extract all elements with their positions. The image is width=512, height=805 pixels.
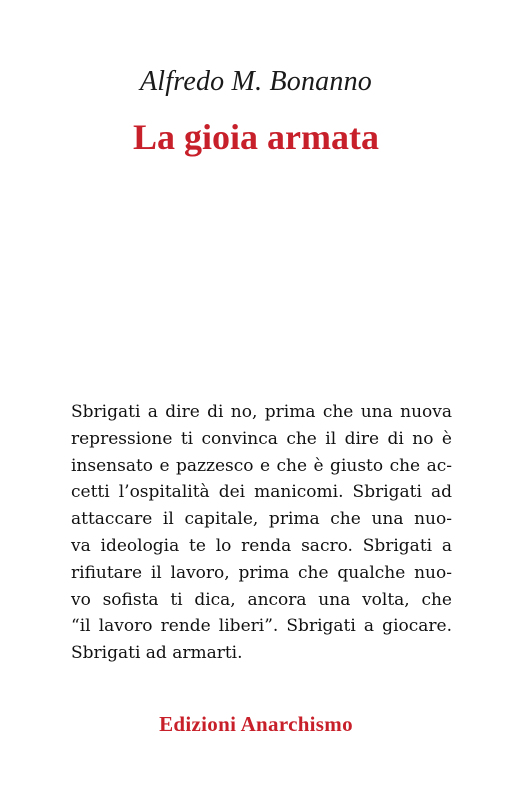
blurb-line: cetti l’ospitalità dei manicomi. Sbrigati ad — [71, 482, 452, 503]
author-name: Alfredo M. Bonanno — [140, 66, 372, 97]
back-cover-blurb — [71, 399, 452, 667]
book-title: La gioia armata — [133, 117, 379, 157]
blurb-line: insensato e pazzesco e che è giusto che ac- — [71, 455, 452, 476]
blurb-line: Sbrigati ad armarti. — [71, 643, 243, 664]
blurb-line: Sbrigati a dire di no, prima che una nuova — [71, 402, 452, 422]
blurb-line: repressione ti convinca che il dire di no è — [71, 428, 452, 449]
blurb-line: va ideologia te lo renda sacro. Sbrigati a — [71, 535, 452, 556]
publisher-name: Edizioni Anarchismo — [159, 712, 353, 736]
blurb-line: rifiutare il lavoro, prima che qualche nuo- — [71, 562, 452, 583]
blurb-line: attaccare il capitale, prima che una nuo- — [71, 509, 452, 530]
blurb-line: vo sofista ti dica, ancora una volta, che — [71, 589, 452, 610]
blurb-line: “il lavoro rende liberi”. Sbrigati a giocare. — [71, 616, 452, 637]
